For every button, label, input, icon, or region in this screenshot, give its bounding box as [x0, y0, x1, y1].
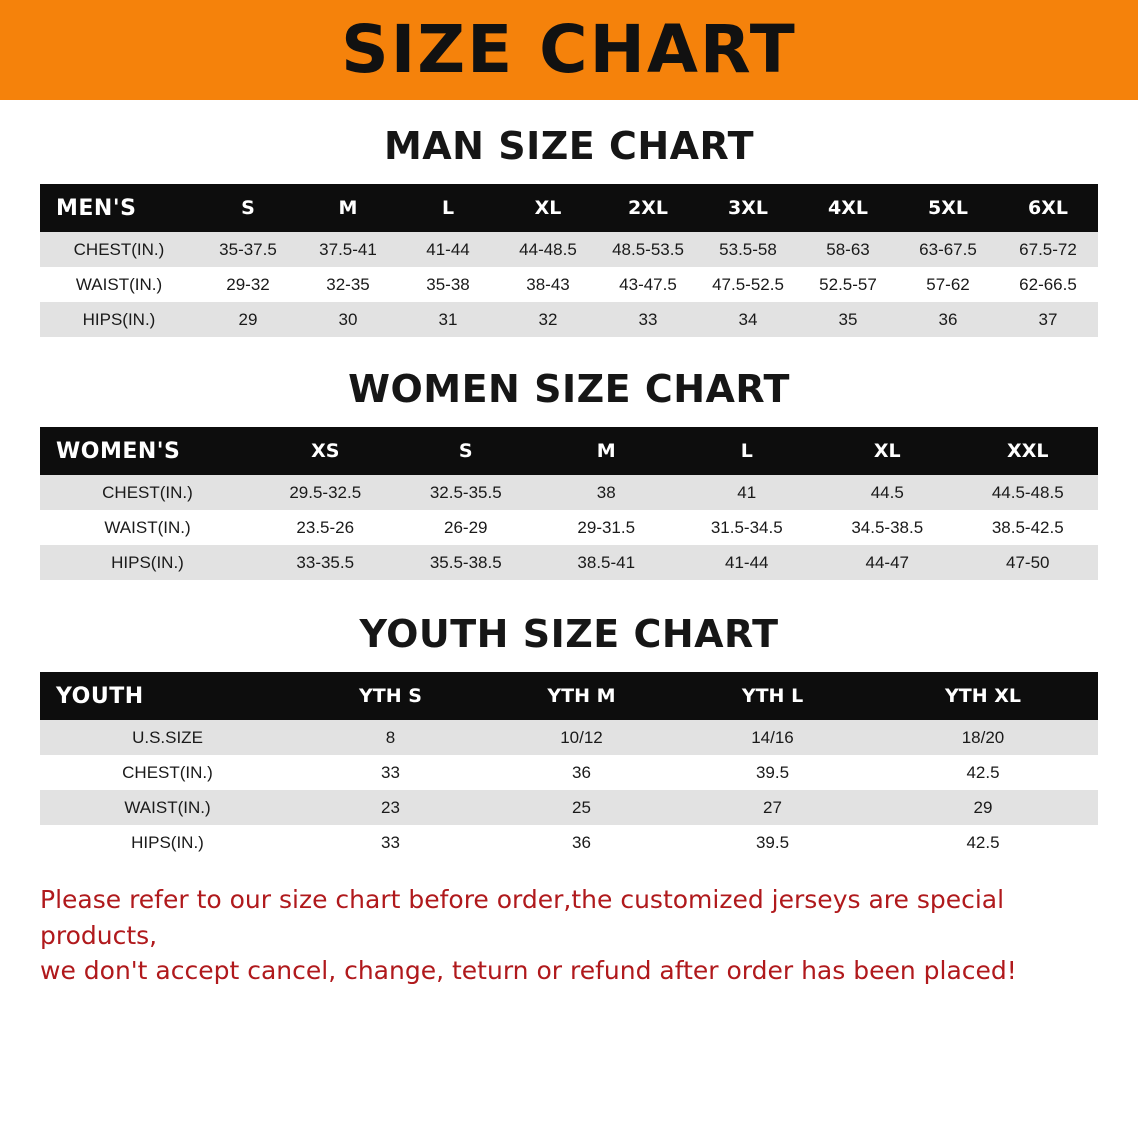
- row-label: WAIST(IN.): [104, 517, 191, 537]
- man-table-wrapper: [40, 184, 1098, 337]
- women-size-table: [40, 427, 1098, 580]
- table-cell: 30: [338, 309, 358, 329]
- youth-header-cell: YTH L: [741, 685, 804, 707]
- row-label: WAIST(IN.): [75, 274, 163, 294]
- table-row: [40, 825, 1098, 860]
- table-cell: 36: [572, 832, 591, 852]
- table-cell: 31: [438, 309, 458, 329]
- women-header-label: WOMEN'S: [56, 438, 181, 464]
- table-cell: 23.5-26: [296, 517, 355, 537]
- table-cell: 43-47.5: [619, 274, 677, 294]
- table-cell: 39.5: [755, 762, 790, 782]
- table-cell: 41-44: [725, 552, 769, 572]
- table-cell: 32: [538, 309, 558, 329]
- man-header-label: MEN'S: [56, 195, 137, 221]
- table-cell: 62-66.5: [1019, 274, 1077, 294]
- table-cell: 36: [572, 762, 591, 782]
- women-table-header: [40, 427, 1098, 475]
- row-label: CHEST(IN.): [102, 482, 193, 502]
- table-cell: 42.5: [966, 762, 1000, 782]
- man-header-cell: 5XL: [928, 197, 968, 219]
- man-header-cell: 6XL: [1028, 197, 1068, 219]
- table-row: [40, 720, 1098, 755]
- women-header-cell: M: [596, 440, 616, 462]
- man-table-header: [40, 184, 1098, 232]
- table-cell: 58-63: [826, 239, 870, 259]
- table-cell: 32-35: [326, 274, 370, 294]
- man-header-cell: XL: [534, 197, 562, 219]
- man-header-cell: 3XL: [728, 197, 768, 219]
- man-section-heading: MAN SIZE CHART: [383, 124, 755, 168]
- table-cell: 8: [385, 727, 396, 747]
- table-cell: 41-44: [426, 239, 470, 259]
- table-cell: 34.5-38.5: [851, 517, 924, 537]
- table-cell: 36: [938, 309, 958, 329]
- man-size-table: [40, 184, 1098, 337]
- row-label: CHEST(IN.): [122, 762, 213, 782]
- table-cell: 35.5-38.5: [429, 552, 502, 572]
- table-cell: 44-48.5: [519, 239, 577, 259]
- youth-header-label: YOUTH: [56, 683, 144, 709]
- disclaimer-line-1: Please refer to our size chart before order,the customized jerseys are special products,: [40, 885, 1005, 950]
- table-header-row: [40, 427, 1098, 475]
- table-cell: 27: [763, 797, 782, 817]
- table-cell: 25: [572, 797, 591, 817]
- table-cell: 33-35.5: [296, 552, 355, 572]
- table-cell: 33: [381, 832, 400, 852]
- row-label: CHEST(IN.): [73, 239, 165, 259]
- table-row: [40, 790, 1098, 825]
- youth-header-cell: YTH XL: [945, 685, 1021, 707]
- table-cell: 14/16: [751, 727, 794, 747]
- man-header-cell: M: [338, 197, 358, 219]
- table-cell: 33: [381, 762, 400, 782]
- table-cell: 38.5-41: [577, 552, 636, 572]
- table-cell: 23: [381, 797, 400, 817]
- table-cell: 44-47: [865, 552, 909, 572]
- women-header-cell: XS: [311, 440, 340, 462]
- table-cell: 34: [738, 309, 758, 329]
- table-cell: 38: [596, 482, 616, 502]
- table-cell: 63-67.5: [919, 239, 977, 259]
- women-table-body: [40, 475, 1098, 580]
- table-cell: 38.5-42.5: [991, 517, 1064, 537]
- table-cell: 44.5-48.5: [991, 482, 1064, 502]
- page-banner: [0, 0, 1138, 100]
- table-cell: 29-31.5: [577, 517, 636, 537]
- man-header-cell: S: [241, 197, 255, 219]
- page-title: SIZE CHART: [341, 11, 797, 88]
- youth-size-table: [40, 672, 1098, 860]
- table-cell: 32.5-35.5: [429, 482, 502, 502]
- table-row: [40, 475, 1098, 510]
- table-cell: 57-62: [926, 274, 970, 294]
- table-cell: 29: [238, 309, 258, 329]
- table-cell: 41: [737, 482, 757, 502]
- row-label: HIPS(IN.): [131, 832, 204, 852]
- youth-header-cell: YTH S: [359, 685, 422, 707]
- table-row: [40, 545, 1098, 580]
- table-row: [40, 232, 1098, 267]
- women-header-cell: S: [458, 440, 473, 462]
- table-cell: 47.5-52.5: [712, 274, 784, 294]
- table-header-row: [40, 672, 1098, 720]
- table-cell: 18/20: [961, 727, 1005, 747]
- table-row: [40, 510, 1098, 545]
- women-header-cell: XXL: [1007, 440, 1049, 462]
- women-header-cell: XL: [873, 440, 901, 462]
- table-cell: 33: [638, 309, 658, 329]
- youth-header-cell: YTH M: [547, 685, 616, 707]
- women-header-cell: L: [740, 440, 753, 462]
- table-cell: 29.5-32.5: [289, 482, 362, 502]
- table-cell: 37: [1038, 309, 1058, 329]
- table-row: [40, 302, 1098, 337]
- table-cell: 26-29: [444, 517, 488, 537]
- table-cell: 10/12: [560, 727, 603, 747]
- man-header-cell: 4XL: [828, 197, 868, 219]
- table-cell: 53.5-58: [719, 239, 777, 259]
- table-cell: 29: [973, 797, 993, 817]
- youth-table-header: [40, 672, 1098, 720]
- man-table-body: [40, 232, 1098, 337]
- table-cell: 39.5: [755, 832, 790, 852]
- youth-table-wrapper: [40, 672, 1098, 860]
- table-cell: 44.5: [870, 482, 904, 502]
- youth-table-body: [40, 720, 1098, 860]
- youth-section-heading: YOUTH SIZE CHART: [359, 612, 779, 656]
- disclaimer-line-2: we don't accept cancel, change, teturn or refund after order has been placed!: [40, 956, 1017, 985]
- man-header-cell: 2XL: [628, 197, 668, 219]
- row-label: HIPS(IN.): [111, 552, 184, 572]
- table-cell: 42.5: [966, 832, 1000, 852]
- table-cell: 47-50: [1006, 552, 1050, 572]
- table-cell: 67.5-72: [1019, 239, 1077, 259]
- women-section-heading: WOMEN SIZE CHART: [348, 367, 790, 411]
- table-cell: 38-43: [526, 274, 570, 294]
- table-cell: 29-32: [226, 274, 270, 294]
- disclaimer-note: [40, 882, 1098, 989]
- table-cell: 52.5-57: [819, 274, 877, 294]
- man-header-cell: L: [441, 197, 455, 219]
- table-cell: 37.5-41: [319, 239, 377, 259]
- women-table-wrapper: [40, 427, 1098, 580]
- row-label: WAIST(IN.): [124, 797, 211, 817]
- table-row: [40, 755, 1098, 790]
- table-header-row: [40, 184, 1098, 232]
- table-cell: 35-38: [426, 274, 470, 294]
- row-label: HIPS(IN.): [82, 309, 156, 329]
- table-row: [40, 267, 1098, 302]
- table-cell: 35-37.5: [219, 239, 277, 259]
- table-cell: 35: [838, 309, 858, 329]
- row-label: U.S.SIZE: [132, 727, 203, 747]
- table-cell: 31.5-34.5: [710, 517, 783, 537]
- table-cell: 48.5-53.5: [612, 239, 684, 259]
